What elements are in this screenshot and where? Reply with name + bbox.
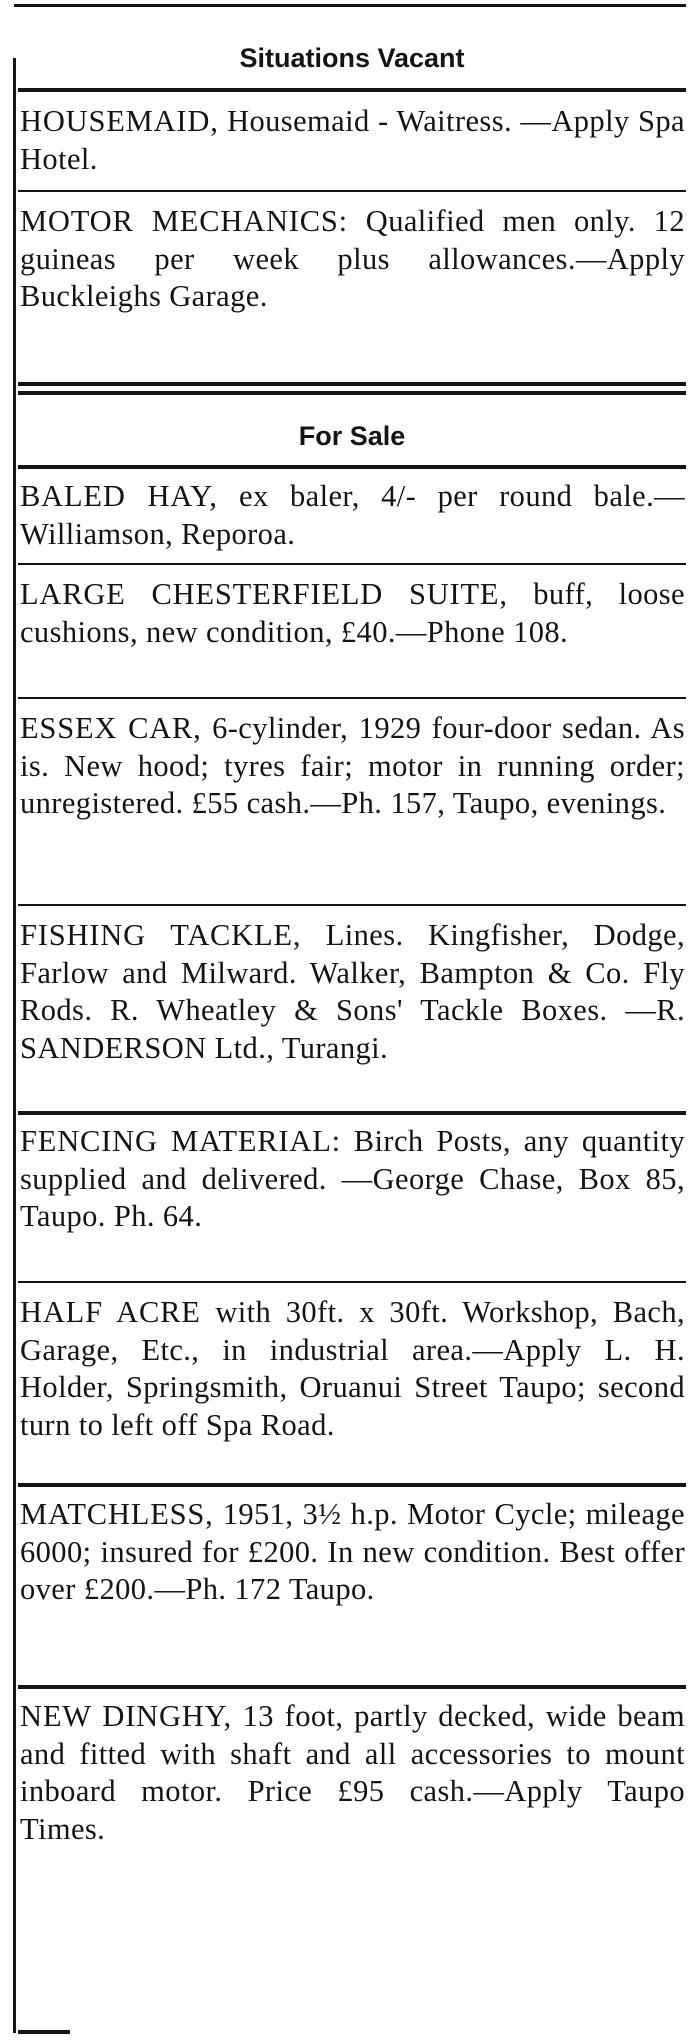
ad-lead: NEW DINGHY,	[20, 1699, 232, 1733]
ad-lead: HOUSEMAID,	[20, 104, 219, 138]
ad-divider	[18, 190, 686, 192]
ad-body: Housemaid - Waitress. —Apply Spa Hotel.	[20, 104, 685, 176]
ad-body: with 30ft. x 30ft. Workshop, Bach, Garage, Etc., in industrial area.—Apply L. H. Holder, Springsmith, Oruanui Street Taupo; second turn to left off Spa Road.	[20, 1295, 685, 1442]
ad-lead: MATCHLESS,	[20, 1497, 214, 1531]
ad-body: Qualified men only. 12 guineas per week plus allowances.—Apply Buckleighs Garage.	[20, 204, 685, 313]
ad-essex-car	[20, 710, 685, 823]
ad-new-dinghy	[20, 1698, 685, 1848]
ad-baled-hay	[20, 478, 685, 553]
ad-fishing-tackle	[20, 917, 685, 1067]
section-rule	[18, 382, 686, 386]
ad-lead: HALF ACRE	[20, 1295, 201, 1329]
ad-body: Lines. Kingfisher, Dodge, Farlow and Milward. Walker, Bampton & Co. Fly Rods. R. Wheatley & Sons' Tackle Boxes. —R. SANDERSON Ltd., Turangi.	[20, 918, 685, 1065]
ad-lead: LARGE CHESTERFIELD SUITE,	[20, 577, 508, 611]
ad-housemaid	[20, 103, 685, 178]
ad-lead: BALED HAY,	[20, 479, 218, 513]
ad-fencing-material	[20, 1123, 685, 1236]
ad-matchless	[20, 1496, 685, 1609]
ad-divider	[18, 1685, 686, 1689]
ad-divider	[18, 563, 686, 565]
bottom-rule-fragment	[18, 2030, 70, 2034]
ad-motor-mechanics	[20, 203, 685, 316]
for-sale-heading: For Sale	[298, 421, 406, 451]
ad-divider	[18, 1281, 686, 1283]
ad-divider	[18, 904, 686, 906]
ad-body: 6-cylinder, 1929 four-door sedan. As is. New hood; tyres fair; motor in running order; unregistered. £55 cash.—Ph. 157, Taupo, evenings.	[20, 711, 685, 820]
ad-body: 13 foot, partly decked, wide beam and fitted with shaft and all accessories to mount inboard motor. Price £95 cash.—Apply Taupo Times.	[20, 1699, 685, 1846]
column-rule	[13, 58, 16, 2033]
ad-divider	[18, 1483, 686, 1487]
ad-body: ex baler, 4/- per round bale.—Williamson, Reporoa.	[20, 479, 685, 551]
situations-vacant-heading: Situations Vacant	[239, 43, 465, 73]
ad-lead: ESSEX CAR,	[20, 711, 202, 745]
ad-half-acre	[20, 1294, 685, 1444]
ad-divider	[18, 697, 686, 699]
ad-lead: MOTOR MECHANICS:	[20, 204, 348, 238]
ad-divider	[18, 1111, 686, 1115]
ad-body: Birch Posts, any quantity supplied and delivered. —George Chase, Box 85, Taupo. Ph. 64.	[20, 1124, 685, 1233]
section-rule	[18, 391, 686, 395]
ad-lead: FISHING TACKLE,	[20, 918, 302, 952]
ad-lead: FENCING MATERIAL:	[20, 1124, 341, 1158]
top-rule	[14, 4, 686, 7]
ad-body: buff, loose cushions, new condition, £40.—Phone 108.	[20, 577, 685, 649]
section-rule	[18, 465, 686, 469]
ad-chesterfield-suite	[20, 576, 685, 651]
ad-body: 1951, 3½ h.p. Motor Cycle; mileage 6000; insured for £200. In new condition. Best offer over £200.—Ph. 172 Taupo.	[20, 1497, 685, 1606]
section-rule	[18, 88, 686, 92]
